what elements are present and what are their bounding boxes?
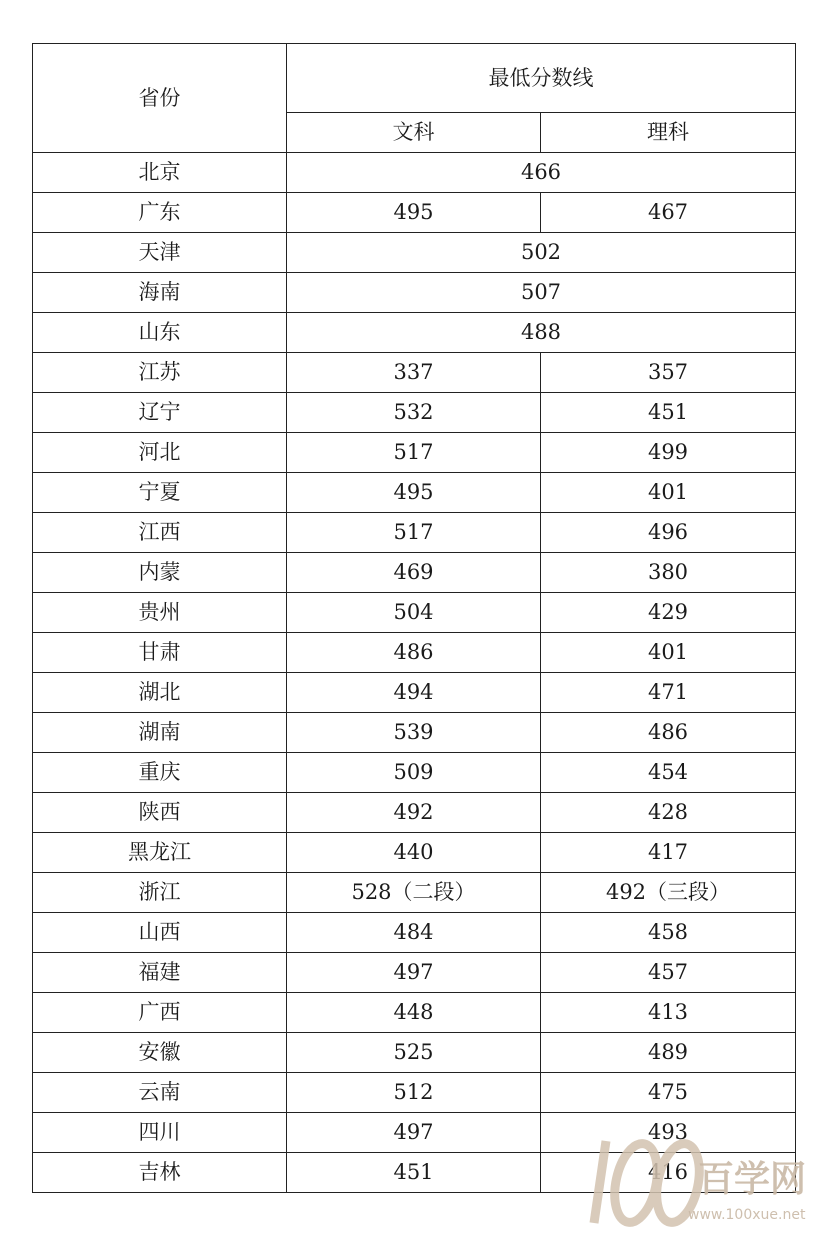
table-row	[33, 593, 796, 633]
header-min-score: 最低分数线	[287, 44, 796, 113]
province-cell: 山东	[33, 313, 287, 353]
province-cell: 内蒙	[33, 553, 287, 593]
science-score-cell: 416	[541, 1153, 796, 1193]
science-score-cell: 471	[541, 673, 796, 713]
province-cell: 湖北	[33, 673, 287, 713]
header-province: 省份	[33, 44, 287, 153]
science-score-cell: 454	[541, 753, 796, 793]
table-row	[33, 953, 796, 993]
table-row	[33, 753, 796, 793]
science-score-cell: 458	[541, 913, 796, 953]
province-cell: 天津	[33, 233, 287, 273]
science-score-cell: 401	[541, 633, 796, 673]
science-score-cell: 429	[541, 593, 796, 633]
table-row	[33, 873, 796, 913]
table-row	[33, 713, 796, 753]
province-cell: 贵州	[33, 593, 287, 633]
arts-score-cell: 448	[287, 993, 541, 1033]
table-row	[33, 473, 796, 513]
arts-score-cell: 492	[287, 793, 541, 833]
province-cell: 福建	[33, 953, 287, 993]
table-row	[33, 1033, 796, 1073]
table-row	[33, 353, 796, 393]
province-cell: 湖南	[33, 713, 287, 753]
arts-score-cell: 517	[287, 513, 541, 553]
arts-score-cell: 504	[287, 593, 541, 633]
arts-score-cell: 539	[287, 713, 541, 753]
science-score-cell: 499	[541, 433, 796, 473]
science-score-cell: 492（三段）	[541, 873, 796, 913]
table-row	[33, 793, 796, 833]
arts-score-cell: 440	[287, 833, 541, 873]
watermark-brand: 百学网	[698, 1159, 807, 1200]
province-cell: 江西	[33, 513, 287, 553]
table-row	[33, 993, 796, 1033]
science-score-cell: 357	[541, 353, 796, 393]
table-row	[33, 433, 796, 473]
science-score-cell: 467	[541, 193, 796, 233]
merged-score-cell: 507	[287, 273, 796, 313]
science-score-cell: 475	[541, 1073, 796, 1113]
arts-score-cell: 469	[287, 553, 541, 593]
table-row	[33, 313, 796, 353]
province-cell: 广东	[33, 193, 287, 233]
arts-score-cell: 532	[287, 393, 541, 433]
table-row	[33, 833, 796, 873]
watermark-url: www.100xue.net	[688, 1207, 806, 1223]
science-score-cell: 413	[541, 993, 796, 1033]
arts-score-cell: 509	[287, 753, 541, 793]
arts-score-cell: 494	[287, 673, 541, 713]
table-row	[33, 553, 796, 593]
province-cell: 辽宁	[33, 393, 287, 433]
arts-score-cell: 525	[287, 1033, 541, 1073]
province-cell: 山西	[33, 913, 287, 953]
table-row	[33, 153, 796, 193]
table-row	[33, 1153, 796, 1193]
arts-score-cell: 337	[287, 353, 541, 393]
province-cell: 广西	[33, 993, 287, 1033]
arts-score-cell: 484	[287, 913, 541, 953]
science-score-cell: 493	[541, 1113, 796, 1153]
arts-score-cell: 495	[287, 473, 541, 513]
table-row	[33, 1073, 796, 1113]
arts-score-cell: 486	[287, 633, 541, 673]
header-arts: 文科	[287, 113, 541, 153]
province-cell: 浙江	[33, 873, 287, 913]
arts-score-cell: 495	[287, 193, 541, 233]
science-score-cell: 486	[541, 713, 796, 753]
province-cell: 黑龙江	[33, 833, 287, 873]
science-score-cell: 428	[541, 793, 796, 833]
merged-score-cell: 502	[287, 233, 796, 273]
arts-score-cell: 497	[287, 953, 541, 993]
province-cell: 海南	[33, 273, 287, 313]
science-score-cell: 417	[541, 833, 796, 873]
arts-score-cell: 497	[287, 1113, 541, 1153]
province-cell: 吉林	[33, 1153, 287, 1193]
science-score-cell: 401	[541, 473, 796, 513]
science-score-cell: 380	[541, 553, 796, 593]
science-score-cell: 496	[541, 513, 796, 553]
table-row	[33, 913, 796, 953]
merged-score-cell: 466	[287, 153, 796, 193]
table-row	[33, 273, 796, 313]
arts-score-cell: 517	[287, 433, 541, 473]
table-row	[33, 513, 796, 553]
province-cell: 安徽	[33, 1033, 287, 1073]
science-score-cell: 489	[541, 1033, 796, 1073]
science-score-cell: 451	[541, 393, 796, 433]
merged-score-cell: 488	[287, 313, 796, 353]
arts-score-cell: 528（二段）	[287, 873, 541, 913]
table-row	[33, 1113, 796, 1153]
arts-score-cell: 512	[287, 1073, 541, 1113]
province-cell: 陕西	[33, 793, 287, 833]
arts-score-cell: 451	[287, 1153, 541, 1193]
province-cell: 四川	[33, 1113, 287, 1153]
table-row	[33, 393, 796, 433]
table-row	[33, 193, 796, 233]
province-cell: 云南	[33, 1073, 287, 1113]
province-cell: 北京	[33, 153, 287, 193]
score-table	[32, 43, 796, 1193]
science-score-cell: 457	[541, 953, 796, 993]
province-cell: 河北	[33, 433, 287, 473]
province-cell: 重庆	[33, 753, 287, 793]
header-science: 理科	[541, 113, 796, 153]
header-row	[33, 44, 796, 113]
table-row	[33, 633, 796, 673]
province-cell: 甘肃	[33, 633, 287, 673]
province-cell: 宁夏	[33, 473, 287, 513]
province-cell: 江苏	[33, 353, 287, 393]
table-row	[33, 233, 796, 273]
table-row	[33, 673, 796, 713]
